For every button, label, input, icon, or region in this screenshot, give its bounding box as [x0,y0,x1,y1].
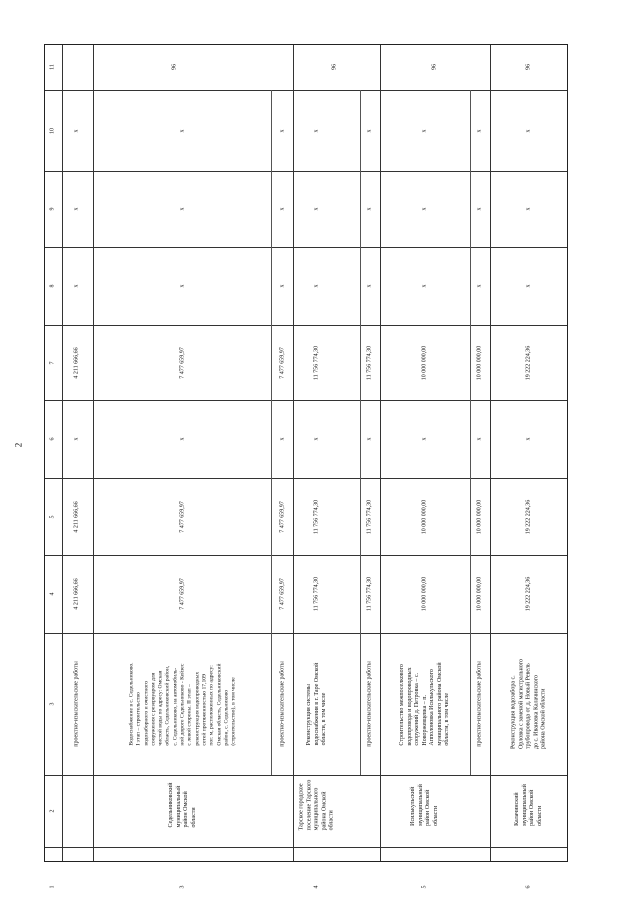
cell-r4s-c9: х [366,207,373,211]
header-col-1: 1 [49,885,56,889]
cell-r3s-c9: х [279,207,286,211]
cell-r5s-c7: 10 000 000,00 [476,345,483,381]
cell-r0-c10: х [73,129,80,133]
cell-r5-c10: х [421,129,428,133]
cell-r4s-c8: х [366,284,373,288]
cell-r3-c6: х [179,437,186,441]
cell-r0-c7: 4 211 666,66 [73,347,80,379]
header-col-7: 7 [49,361,56,365]
header-col-6: 6 [49,437,56,441]
header-col-2: 2 [49,809,56,813]
cell-r3-c10: х [179,129,186,133]
cell-r3-num: 3 [179,885,186,889]
cell-r4-c6: х [313,437,320,441]
cell-r4-object: Реконструкция системы водоснабжения в г. Таре Омской области, в том числе [305,662,327,746]
row-border [93,45,94,861]
cell-r5s-c10: х [476,129,483,133]
cell-r5s-c8: х [476,284,483,288]
cell-r3-c11: 96 [171,64,178,70]
row-border [380,45,381,861]
cell-r3s-c3: проектно-изыскательские работы [279,661,286,747]
cell-r4s-c4: 11 756 774,30 [366,576,373,612]
cell-r5s-c6: х [476,437,483,441]
cell-r4-c8: х [313,284,320,288]
cell-r5s-c9: х [476,207,483,211]
cell-r6-c6: х [525,437,532,441]
cell-r6-num: 6 [525,885,532,889]
col-border [45,633,567,634]
cell-r3s-c8: х [279,284,286,288]
cell-r5s-c3: проектно-изыскательские работы [476,661,483,747]
cell-r0-c3: проектно-изыскательские работы [73,661,80,747]
cell-r6-c10: х [525,129,532,133]
cell-r6-c9: х [525,207,532,211]
cell-r3-c7: 7 477 659,97 [179,347,186,379]
cell-r4-c7: 11 756 774,30 [313,345,320,381]
header-col-11: 11 [49,64,56,70]
col-border [45,478,567,479]
row-border [490,45,491,861]
cell-r5s-c4: 10 000 000,00 [476,576,483,612]
col-border [45,847,567,848]
cell-r4-municipality: Тарское городское поселение Тарского муниципального района Омской области [298,779,335,831]
cell-r5-num: 5 [421,885,428,889]
cell-r3s-c7: 7 477 659,97 [279,347,286,379]
col-border [45,555,567,556]
cell-r4-c10: х [313,129,320,133]
cell-r6-object: Реконструкция водозабора с. Орловка с заменой магистрального трубопровода от д. Новый Ревель до с. Ивановка Калачинского района Омской области [510,658,547,750]
cell-r5-c7: 10 000 000,00 [421,345,428,381]
cell-r5-c9: х [421,207,428,211]
cell-r3s-c10: х [279,129,286,133]
header-col-10: 10 [49,128,56,134]
row-border [62,45,63,861]
cell-r3-c9: х [179,207,186,211]
cell-r4s-c7: 11 756 774,30 [366,345,373,381]
cell-r4-num: 4 [313,885,320,889]
cell-r3-c4: 7 477 659,97 [179,578,186,610]
subrow-border [360,90,361,775]
cell-r6-c8: х [525,284,532,288]
cell-r4s-c3: проектно-изыскательские работы [366,661,373,747]
cell-r4s-c5: 11 756 774,30 [366,499,373,535]
col-border [45,325,567,326]
header-col-8: 8 [49,284,56,288]
page-number: 2 [13,442,24,448]
cell-r4s-c10: х [366,129,373,133]
cell-r5-c4: 10 000 000,00 [421,576,428,612]
cell-r3-object: Водоснабжение в с. Седельниково. I этап – строительство водозаборного и очистного сооружения с резервуаром для чистой воды по адресу: Омская область, Седельниковский район, с. Седельниково, на автомобиль- ной дороге Седельниково - Кейзес с левой стороны. II этап – реконструкция водопроводных сетей протяженностью 17,109 пог. м, расположенных по адресу: Омская область, Седельниковский район, с. Седельниково (строительство), в том числе [128,662,237,746]
cell-r5-c8: х [421,284,428,288]
subrow-border [271,90,272,775]
col-border [45,775,567,776]
cell-r4-c5: 11 756 774,30 [313,499,320,535]
col-border [45,90,567,91]
cell-r5-c6: х [421,437,428,441]
cell-r4-c4: 11 756 774,30 [313,576,320,612]
cell-r0-c8: х [73,284,80,288]
cell-r0-c5: 4 211 666,66 [73,501,80,533]
cell-r3-municipality: Седельниковский муниципальный район Омской области [168,782,197,828]
cell-r6-c5: 19 222 224,36 [525,499,532,535]
header-col-9: 9 [49,207,56,211]
cell-r5-c5: 10 000 000,00 [421,499,428,535]
cell-r6-c4: 19 222 224,36 [525,576,532,612]
row-border [293,45,294,861]
cell-r0-c9: х [73,207,80,211]
col-border [45,247,567,248]
cell-r5-municipality: Исилькульский муниципальный район Омской области [410,784,439,826]
cell-r5s-c5: 10 000 000,00 [476,499,483,535]
cell-r4-c11: 96 [331,64,338,70]
cell-r3-c8: х [179,284,186,288]
header-col-4: 4 [49,592,56,596]
cell-r0-c6: х [73,437,80,441]
cell-r3s-c5: 7 477 659,97 [279,501,286,533]
col-border [45,400,567,401]
cell-r6-c11: 96 [525,64,532,70]
col-border [45,171,567,172]
cell-r3-c5: 7 477 659,97 [179,501,186,533]
cell-r5-c11: 96 [431,64,438,70]
subrow-border [470,90,471,775]
header-col-5: 5 [49,515,56,519]
cell-r6-municipality: Калачинский муниципальный район Омской области [514,784,543,826]
cell-r3s-c4: 7 477 659,97 [279,578,286,610]
cell-r4-c9: х [313,207,320,211]
cell-r4s-c6: х [366,437,373,441]
cell-r0-c4: 4 211 666,66 [73,578,80,610]
cell-r6-c7: 19 222 224,36 [525,345,532,381]
cell-r3s-c6: х [279,437,286,441]
cell-r5-object: Строительство межпоселкового водопровода и водопроводных сооружений д. Петровка – с. Новоржевцевка – п. Апполоновка Исилькульского муниципального района Омской области, в том числе [398,662,450,746]
data-table [44,44,568,889]
header-col-3: 3 [49,702,56,706]
